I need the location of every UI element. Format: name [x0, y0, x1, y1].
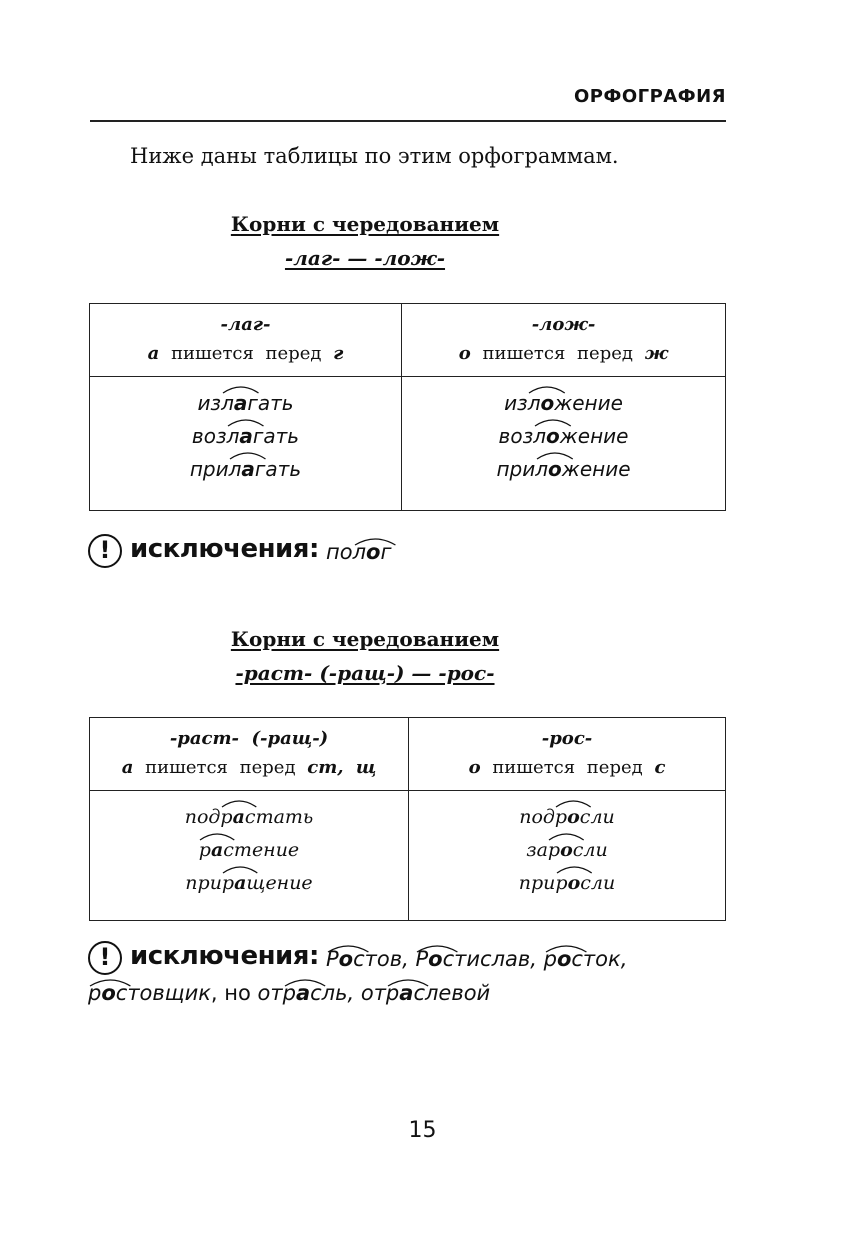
exclamation-icon: ! [88, 941, 122, 975]
s1-left-words [90, 377, 402, 511]
s1-right-words [402, 377, 726, 511]
list-item: прилагать [90, 453, 401, 486]
section1-table [89, 303, 726, 511]
s2-left-root: -раст- (-ращ-) [169, 728, 329, 749]
s1-right-header [402, 304, 726, 377]
section1-title: Корни с чередованием [230, 212, 500, 236]
list-item: возлагать [90, 420, 401, 453]
s1-right-root: -лож- [531, 314, 596, 335]
s2-left-header [90, 718, 409, 791]
list-item: излагать [90, 387, 401, 420]
s1-left-header [90, 304, 402, 377]
s1-right-rule: о пишется перед ж [458, 343, 669, 364]
s1-left-rule: а пишется перед г [147, 343, 344, 364]
exclamation-icon: ! [88, 534, 122, 568]
section1-subtitle: -лаг- — -лож- [284, 246, 446, 270]
exceptions-label: исключения: [130, 941, 319, 971]
section2-table [89, 717, 726, 921]
list-item: приращение [90, 867, 408, 900]
list-item: подрастать [90, 801, 408, 834]
section2-subtitle: -раст- (-ращ-) — -рос- [235, 661, 495, 685]
list-item: приросли [409, 867, 725, 900]
exceptions-words-line2: ро стовщик, но отра сль, отра слевой [88, 981, 490, 1005]
s2-right-words [409, 791, 726, 921]
list-item: растение [90, 834, 408, 867]
s2-left-rule: а пишется перед ст, щ [121, 757, 377, 778]
list-item: заросли [409, 834, 725, 867]
list-item: подросли [409, 801, 725, 834]
exceptions-words: поло г [326, 540, 392, 564]
running-header: ОРФОГРАФИЯ [573, 86, 726, 107]
s2-right-header [409, 718, 726, 791]
list-item: возложение [402, 420, 725, 453]
s2-right-rule: о пишется перед с [468, 757, 666, 778]
header-rule [90, 120, 726, 122]
list-item: изложение [402, 387, 725, 420]
intro-text: Ниже даны таблицы по этим орфограммам. [130, 144, 619, 168]
page-number: 15 [408, 1118, 437, 1143]
exceptions-label: исключения: [130, 534, 319, 564]
s1-left-root: -лаг- [220, 314, 271, 335]
list-item: приложение [402, 453, 725, 486]
section2-title: Корни с чередованием [230, 627, 500, 651]
s2-left-words [90, 791, 409, 921]
exceptions-words-line1: Ро стов, Ро стислав, ро сток, [326, 947, 627, 971]
s2-right-root: -рос- [541, 728, 593, 749]
